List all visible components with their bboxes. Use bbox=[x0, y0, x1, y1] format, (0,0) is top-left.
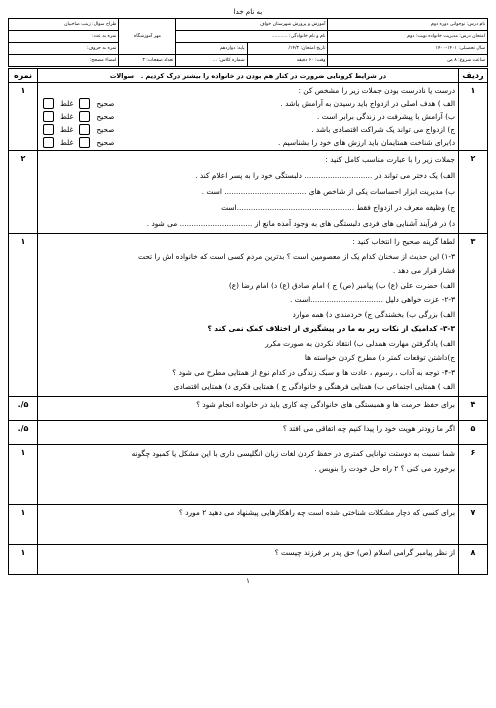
col-questions bbox=[38, 69, 459, 83]
header-time: وقت: ۶۰ دقیقه bbox=[247, 55, 328, 67]
question-text: برخورد می کنی ؟ ۲ راه حل خودت را بنویس . bbox=[314, 463, 455, 473]
question-row bbox=[9, 234, 488, 397]
true-checkbox[interactable] bbox=[79, 124, 90, 135]
true-checkbox[interactable] bbox=[79, 137, 90, 148]
col-radif: ردیف bbox=[459, 69, 488, 83]
question-body bbox=[38, 83, 459, 151]
false-checkbox[interactable] bbox=[43, 111, 54, 122]
question-number: ۴ bbox=[459, 396, 488, 420]
question-text: درست یا نادرست بودن جملات زیر را مشخص کن : bbox=[298, 86, 455, 95]
true-label: صحیح bbox=[96, 99, 115, 108]
question-score: ۱ bbox=[9, 444, 38, 504]
exam-header bbox=[8, 18, 488, 67]
false-label: غلط bbox=[60, 138, 74, 147]
false-label: غلط bbox=[60, 99, 74, 108]
col-score: نمره bbox=[9, 69, 38, 83]
tf-item bbox=[41, 123, 455, 136]
mc-stem: ۳-۳- کدامیک از نکات زیر به ما در پیشگیری از اختلاف کمک نمی کند ؟ bbox=[207, 324, 455, 333]
tf-item bbox=[41, 136, 455, 149]
question-number: ۶ bbox=[459, 444, 488, 504]
question-row bbox=[9, 504, 488, 544]
true-label: صحیح bbox=[96, 138, 115, 147]
question-number: ۸ bbox=[459, 544, 488, 574]
question-body bbox=[38, 151, 459, 234]
header-course: نام درس: نوجوانی دوره دوم bbox=[328, 19, 488, 31]
exam-page bbox=[8, 6, 488, 708]
true-checkbox[interactable] bbox=[79, 111, 90, 122]
mc-stem: فشار قرار می دهد . bbox=[392, 266, 455, 275]
page-number: ۱ bbox=[246, 576, 250, 585]
true-label: صحیح bbox=[96, 125, 115, 134]
question-text: از نظر پیامبر گرامی اسلام (ص) حق پدر بر فرزند چیست ؟ bbox=[274, 547, 455, 557]
question-score: ۵/. bbox=[9, 420, 38, 444]
header-exam: امتحان درس: مدیریت خانواده نوبت: دوم bbox=[328, 31, 488, 43]
question-number: ۳ bbox=[459, 234, 488, 397]
question-text: برای کسی که دچار مشکلات شناختی شده است چه راهکارهایی پیشنهاد می دهید ۲ مورد ؟ bbox=[178, 507, 455, 517]
questions-table bbox=[8, 68, 488, 575]
true-checkbox[interactable] bbox=[79, 98, 90, 109]
mc-options: الف ) همتایی اجتماعی ب) همتایی فرهنگی و خانوادگی ج ) همتایی فکری د) همتایی اقتصادی bbox=[173, 382, 455, 391]
question-score: ۱ bbox=[9, 504, 38, 544]
header-pages: تعداد صفحات: ۳ bbox=[119, 55, 176, 67]
header-name: نام و نام خانوادگی: ........... bbox=[176, 31, 328, 43]
question-text: شما نسبت به دوستت توانایی کمتری در حفظ کردن لغات زبان انگلیسی داری با این مشکل یا کمبود چگونه bbox=[131, 448, 455, 458]
false-label: غلط bbox=[60, 112, 74, 121]
fill-blank: ب) مدیریت ابزار احساسات یکی از شاخص های ................................... است . bbox=[201, 187, 455, 196]
question-score: ۱ bbox=[9, 234, 38, 397]
page-title: به نام خدا bbox=[233, 8, 263, 16]
question-row bbox=[9, 444, 488, 504]
intro-text: در شرایط کرونایی ضرورت در کنار هم بودن در خانواده را بیشتر درک کردیم . bbox=[140, 71, 387, 80]
header-class: شماره کلاس: ... bbox=[176, 55, 247, 67]
header-signature: امضاء مصحح: bbox=[9, 55, 119, 67]
header-start: ساعت شروع: ۸ ص bbox=[328, 55, 488, 67]
question-text: برای حفظ حرمت ها و همبستگی های خانوادگی چه کاری باید در خانواده انجام شود ؟ bbox=[196, 399, 455, 409]
question-row bbox=[9, 396, 488, 420]
mc-options: الف) بزرگی ب) بخشندگی ج) خردمندی د) همه موارد bbox=[292, 309, 455, 319]
statement: ج) ازدواج می تواند یک شراکت اقتصادی باشد . bbox=[311, 125, 455, 134]
mc-stem: ۱-۳) این حدیث از سخنان کدام یک از معصومین است ؟ بدترین مردم کسی است که خانواده اش را تحت bbox=[137, 251, 455, 261]
statement: د)برای شناخت همتایمان باید ارزش های خود را بشناسیم . bbox=[278, 138, 455, 147]
mc-stem: ۲-۳- عزت خواهی دلیل ...............................است . bbox=[289, 295, 455, 304]
question-text: جملات زیر را با عبارت مناسب کامل کنید : bbox=[325, 155, 455, 164]
question-number: ۲ bbox=[459, 151, 488, 234]
false-checkbox[interactable] bbox=[43, 124, 54, 135]
tf-item bbox=[41, 97, 455, 110]
question-score: ۱ bbox=[9, 544, 38, 574]
col-questions-label: سوالات bbox=[109, 71, 134, 80]
question-row bbox=[9, 151, 488, 234]
question-number: ۱ bbox=[459, 83, 488, 151]
question-body bbox=[38, 544, 459, 574]
header-year: سال تحصیلی: ۱۴۰۱-۱۴۰۰ bbox=[328, 43, 488, 55]
question-text: اگر ما زودتر هویت خود را پیدا کنیم چه اتفاقی می افتد ؟ bbox=[282, 423, 455, 433]
fill-blank: د) در فرآیند آشنایی های فردی دلبستگی های به وجود آمده مانع از ............................... می شود . bbox=[146, 219, 455, 228]
header-org: آموزش و پرورش شهرستان خواف bbox=[176, 19, 328, 31]
fill-blank: ج) وظیفه معرف در ازدواج فقط ..................................................است bbox=[221, 203, 455, 212]
question-score: ۱ bbox=[9, 83, 38, 151]
true-label: صحیح bbox=[96, 112, 115, 121]
question-body bbox=[38, 396, 459, 420]
question-number: ۵ bbox=[459, 420, 488, 444]
fill-blank: الف) یک دختر می تواند در ............................. دلبستگی خود را به پسر اعلام کند . bbox=[195, 171, 455, 180]
mc-stem: ۴-۳- توجه به آداب ، رسوم ، عادت ها و سبک زندگی در کدام نوع از همتایی مطرح می شود ؟ bbox=[172, 367, 455, 377]
false-checkbox[interactable] bbox=[43, 98, 54, 109]
statement: ب) آرامش با پیشرفت در زندگی برابر است . bbox=[317, 112, 455, 121]
question-row bbox=[9, 83, 488, 151]
question-body bbox=[38, 504, 459, 544]
mc-options: الف) یادگرفتن مهارت همدلی ب) انتقاد نکردن به صورت مکرر bbox=[265, 338, 455, 348]
false-checkbox[interactable] bbox=[43, 137, 54, 148]
question-body bbox=[38, 420, 459, 444]
question-row bbox=[9, 420, 488, 444]
mc-options: ج)داشتن توقعات کمتر د) مطرح کردن خواسته ها bbox=[304, 353, 455, 362]
header-grade: پایه: دوازدهم bbox=[176, 43, 247, 55]
question-body bbox=[38, 234, 459, 397]
question-text: لطفا گزینه صحیح را انتخاب کنید : bbox=[352, 237, 455, 246]
school-stamp: مهر آموزشگاه bbox=[119, 19, 176, 55]
header-score-words: نمره به حروف: bbox=[9, 43, 119, 55]
header-date: تاریخ امتحان: ۱۴/۳/ bbox=[247, 43, 328, 55]
header-designer: طراح سوال: زینب صاحبیان bbox=[9, 19, 119, 31]
statement: الف ) هدف اصلی در ازدواج باید رسیدن به آرامش باشد . bbox=[280, 99, 455, 108]
question-body bbox=[38, 444, 459, 504]
question-score: ۵/. bbox=[9, 396, 38, 420]
question-row bbox=[9, 544, 488, 574]
question-number: ۷ bbox=[459, 504, 488, 544]
mc-options: الف) حضرت علی (ع) ب) پیامبر (ص) ج ) امام صادق (ع) د) امام رضا (ع) bbox=[228, 280, 455, 290]
false-label: غلط bbox=[60, 125, 74, 134]
tf-item bbox=[41, 110, 455, 123]
header-score-number: نمره به عدد: bbox=[9, 31, 119, 43]
question-score: ۲ bbox=[9, 151, 38, 234]
